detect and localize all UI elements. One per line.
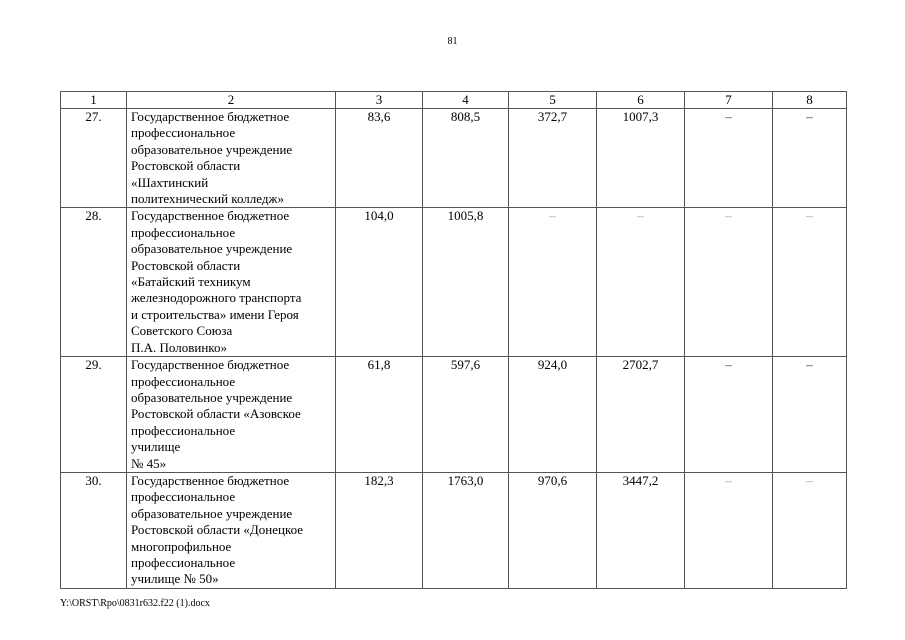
cell-col8: –	[773, 357, 847, 473]
table-row	[61, 472, 847, 588]
row-number: 27.	[61, 109, 127, 208]
institution-name: Государственное бюджетное профессиональное образовательное учреждение Ростовской области «Батайский техникум железнодорожного транспорта и строительства» имени Героя Советского Союза П.А. Половинко»	[127, 208, 336, 357]
institution-name: Государственное бюджетное профессиональное образовательное учреждение Ростовской области «Шахтинский политехнический колледж»	[127, 109, 336, 208]
row-number: 29.	[61, 357, 127, 473]
page-number: 81	[447, 36, 458, 47]
cell-col3: 104,0	[336, 208, 423, 357]
cell-col6: –	[597, 208, 685, 357]
cell-col7: –	[685, 472, 773, 588]
cell-col7: –	[685, 208, 773, 357]
cell-col4: 1005,8	[423, 208, 509, 357]
column-header: 3	[336, 92, 423, 109]
cell-col4: 808,5	[423, 109, 509, 208]
cell-col5: 372,7	[509, 109, 597, 208]
cell-col4: 1763,0	[423, 472, 509, 588]
row-number: 30.	[61, 472, 127, 588]
column-header: 7	[685, 92, 773, 109]
cell-col3: 83,6	[336, 109, 423, 208]
cell-col8: –	[773, 109, 847, 208]
cell-col8: –	[773, 472, 847, 588]
cell-col5: 924,0	[509, 357, 597, 473]
cell-col7: –	[685, 357, 773, 473]
column-header: 8	[773, 92, 847, 109]
table-row	[61, 357, 847, 473]
institution-name: Государственное бюджетное профессиональное образовательное учреждение Ростовской области «Азовское профессиональное училище № 45»	[127, 357, 336, 473]
data-table	[60, 91, 847, 589]
column-header: 4	[423, 92, 509, 109]
column-header: 6	[597, 92, 685, 109]
institution-name: Государственное бюджетное профессиональное образовательное учреждение Ростовской области «Донецкое многопрофильное профессиональное училище № 50»	[127, 472, 336, 588]
table-header-row	[61, 92, 847, 109]
column-header: 1	[61, 92, 127, 109]
cell-col5: 970,6	[509, 472, 597, 588]
column-header: 2	[127, 92, 336, 109]
cell-col4: 597,6	[423, 357, 509, 473]
cell-col8: –	[773, 208, 847, 357]
cell-col3: 61,8	[336, 357, 423, 473]
file-path-footer: Y:\ORST\Rpo\0831r632.f22 (1).docx	[60, 598, 210, 609]
row-number: 28.	[61, 208, 127, 357]
cell-col3: 182,3	[336, 472, 423, 588]
cell-col7: –	[685, 109, 773, 208]
cell-col5: –	[509, 208, 597, 357]
table-row	[61, 208, 847, 357]
cell-col6: 2702,7	[597, 357, 685, 473]
cell-col6: 1007,3	[597, 109, 685, 208]
cell-col6: 3447,2	[597, 472, 685, 588]
table-row	[61, 109, 847, 208]
column-header: 5	[509, 92, 597, 109]
